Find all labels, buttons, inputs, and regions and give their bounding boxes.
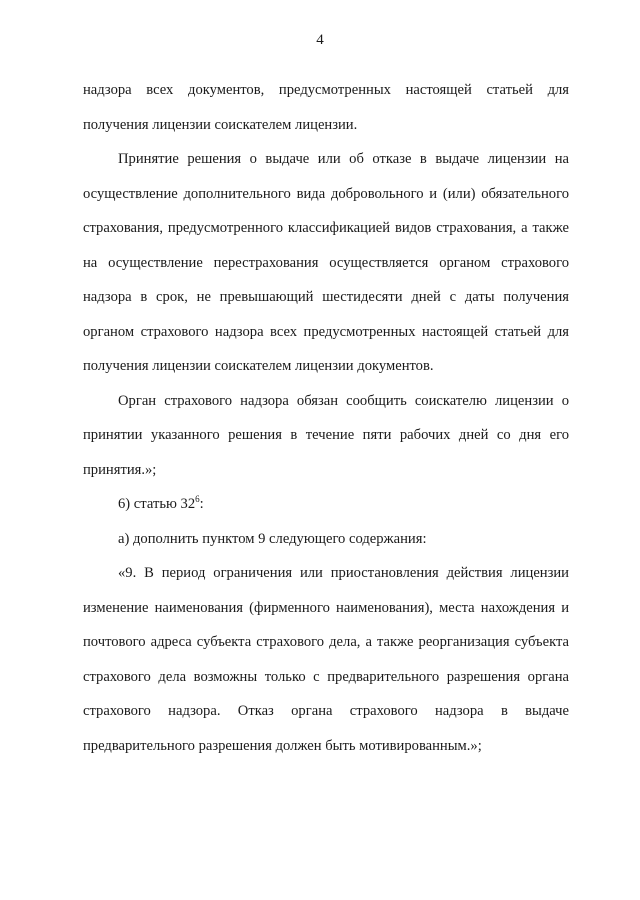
paragraph-point-9: «9. В период ограничения или приостановления действия лицензии изменение наименования (фирменного наименования), места нахождения и почтового адреса субъекта страхового дела, а также реорганизация субъекта страхового дела возможны только с предварительного разрешения органа страхового надзора. Отказ органа страхового надзора в выдаче предварительного разрешения должен быть мотивированным.»; [83, 565, 569, 754]
article-superscript: 6 [195, 494, 200, 505]
paragraph-article-amendment [83, 487, 569, 522]
page-number: 4 [316, 32, 324, 48]
paragraph-license-decision: Принятие решения о выдаче или об отказе в выдаче лицензии на осуществление дополнительного вида добровольного и (или) обязательного страхования, предусмотренного классификацией видов страхования, а также на осуществление перестрахования осуществляется органом страхового надзора в срок, не превышающий шестидесяти дней с даты получения органом страхового надзора всех предусмотренных настоящей статьей для получения лицензии соискателем лицензии документов. [83, 151, 569, 374]
article-reference: 6) статью 32 [118, 496, 196, 512]
article-colon: : [199, 496, 204, 512]
paragraph-subpoint-a: а) дополнить пунктом 9 следующего содержания: [118, 530, 427, 547]
paragraph-continuation: надзора всех документов, предусмотренных настоящей статьей для получения лицензии соискателем лицензии. [83, 82, 569, 133]
paragraph-notification: Орган страхового надзора обязан сообщить соискателю лицензии о принятии указанного решения в течение пяти рабочих дней со дня его принятия.»; [83, 392, 569, 478]
document-body [83, 73, 569, 763]
